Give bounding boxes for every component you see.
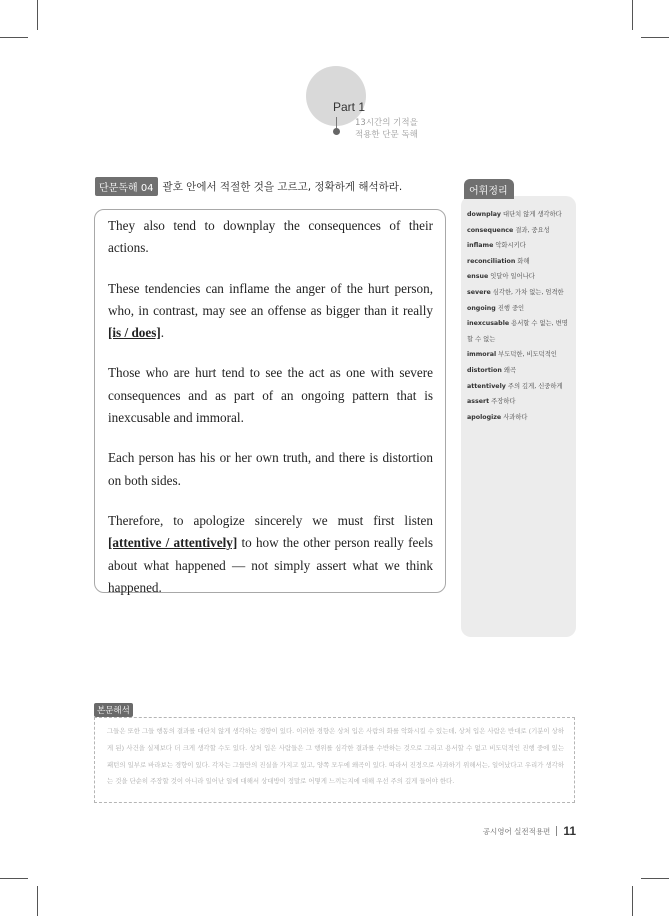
vocab-item (467, 269, 573, 285)
vocab-word: severe (467, 288, 491, 296)
crop-mark (641, 37, 669, 38)
vocab-item (467, 301, 573, 317)
crop-mark (632, 886, 633, 916)
translation-label: 본문해석 (94, 703, 133, 717)
vocab-item (467, 363, 573, 379)
vocab-item (467, 207, 573, 223)
page-number: 11 (563, 824, 576, 838)
part-subtitle (355, 117, 418, 141)
vocab-word: consequence (467, 226, 514, 234)
vocab-meaning: 부도덕한, 비도덕적인 (498, 351, 557, 359)
question-instruction: 괄호 안에서 적절한 것을 고르고, 정확하게 해석하라. (162, 181, 403, 193)
passage-paragraph-4: Each person has his or her own truth, and there is distortion on both sides. (108, 450, 433, 488)
vocab-item (467, 379, 573, 395)
vocab-word: attentively (467, 382, 506, 390)
part-subtitle-line1: 13시간의 기적을 (355, 118, 418, 128)
vocab-meaning: 주의 깊게, 신중하게 (507, 382, 563, 390)
translation-text: 그들은 또한 그들 행동의 결과를 대단치 않게 생각하는 경향이 있다. 이러한 경향은 상처 입은 사람의 화를 악화시킬 수 있는데, 상처 입은 사람은 반대로 (기분이 상하게 된) 사건을 실제보다 더 크게 생각할 수도 있다. 상처 입은 사람들은 그 행위를 심각한 결과를 수반하는 것으로 그리고 용서할 수 없고 비도덕적인 진행 중에 있는 패턴의 일부로 바라보는 경향이 있다. 각자는 그들만의 진실을 가지고 있고, 양쪽 모두에 왜곡이 있다. 따라서 진정으로 사과하기 위해서는, 일어났다고 우리가 생각하는 것을 단순히 주장할 것이 아니라 일어난 일에 대해서 상대방이 정말로 어떻게 느끼는지에 대해 우선 주의 깊게 들어야 한다. (107, 727, 564, 786)
vocab-list (467, 207, 573, 425)
passage-text: to how the other person really feels about what happened — not simply assert what we think happened. (108, 535, 433, 595)
vocab-item (467, 223, 573, 239)
passage-text: Therefore, to apologize sincerely we must first listen (108, 512, 433, 528)
passage-paragraph-1: They also tend to downplay the consequences of their actions. (108, 218, 433, 256)
vocab-word: ongoing (467, 304, 496, 312)
passage-paragraph-3: Those who are hurt tend to see the act as one with severe consequences and as part of an ongoing pattern that is inexcusable and immoral. (108, 365, 433, 426)
choice-brackets-1: [is / does] (108, 325, 161, 341)
passage-paragraph-5 (108, 510, 433, 599)
page-footer (483, 824, 576, 838)
book-title: 공시영어 실전적용편 (482, 826, 551, 836)
vocab-item (467, 316, 573, 347)
vocab-meaning: 용서할 수 없는, 변명할 수 없는 (467, 320, 568, 343)
vocab-item (467, 285, 573, 301)
question-header (95, 177, 402, 196)
vocab-meaning: 심각한, 가차 없는, 엄격한 (492, 288, 564, 296)
vocab-meaning: 사과하다 (503, 413, 528, 421)
vocab-item (467, 238, 573, 254)
vocab-meaning: 악화시키다 (495, 242, 526, 250)
part-subtitle-line2: 적용한 단문 독해 (355, 130, 418, 140)
crop-mark (37, 0, 38, 30)
vocab-word: assert (467, 398, 490, 406)
vocab-meaning: 진행 중인 (497, 304, 525, 312)
vocab-title: 어휘정리 (464, 179, 514, 199)
passage-box (94, 209, 446, 593)
crop-mark (632, 0, 633, 30)
translation-box (94, 717, 575, 803)
part-connector-dot (333, 128, 340, 135)
crop-mark (641, 878, 669, 879)
passage-text: These tendencies can inflame the anger of the hurt person, who, in contrast, may see an offense as bigger than it really (108, 280, 433, 318)
vocab-meaning: 화해 (517, 257, 530, 265)
passage-text: . (160, 325, 165, 341)
choice-brackets-2: [attentive / attentively] (108, 535, 238, 551)
vocab-word: inflame (467, 242, 494, 250)
crop-mark (37, 886, 38, 916)
crop-mark (0, 37, 28, 38)
vocab-item (467, 410, 573, 426)
vocab-word: ensue (467, 273, 489, 281)
vocab-item (467, 394, 573, 410)
footer-divider (556, 826, 557, 836)
vocab-meaning: 결과, 중요성 (515, 226, 550, 234)
vocab-item (467, 347, 573, 363)
crop-mark (0, 878, 28, 879)
vocab-meaning: 왜곡 (503, 366, 517, 374)
passage-paragraph-2 (108, 278, 433, 345)
vocab-word: apologize (467, 413, 502, 421)
question-badge: 단문독해 04 (95, 177, 158, 196)
vocab-word: inexcusable (467, 320, 510, 328)
vocab-meaning: 주장하다 (491, 398, 516, 406)
vocab-meaning: 잇달아 일어나다 (490, 273, 535, 281)
vocab-meaning: 대단치 않게 생각하다 (502, 211, 562, 218)
vocab-word: downplay (467, 211, 501, 218)
vocab-item (467, 254, 573, 270)
vocab-word: distortion (467, 366, 502, 374)
vocab-word: immoral (467, 351, 497, 359)
part-title: Part 1 (333, 100, 366, 114)
vocab-word: reconciliation (467, 257, 516, 265)
